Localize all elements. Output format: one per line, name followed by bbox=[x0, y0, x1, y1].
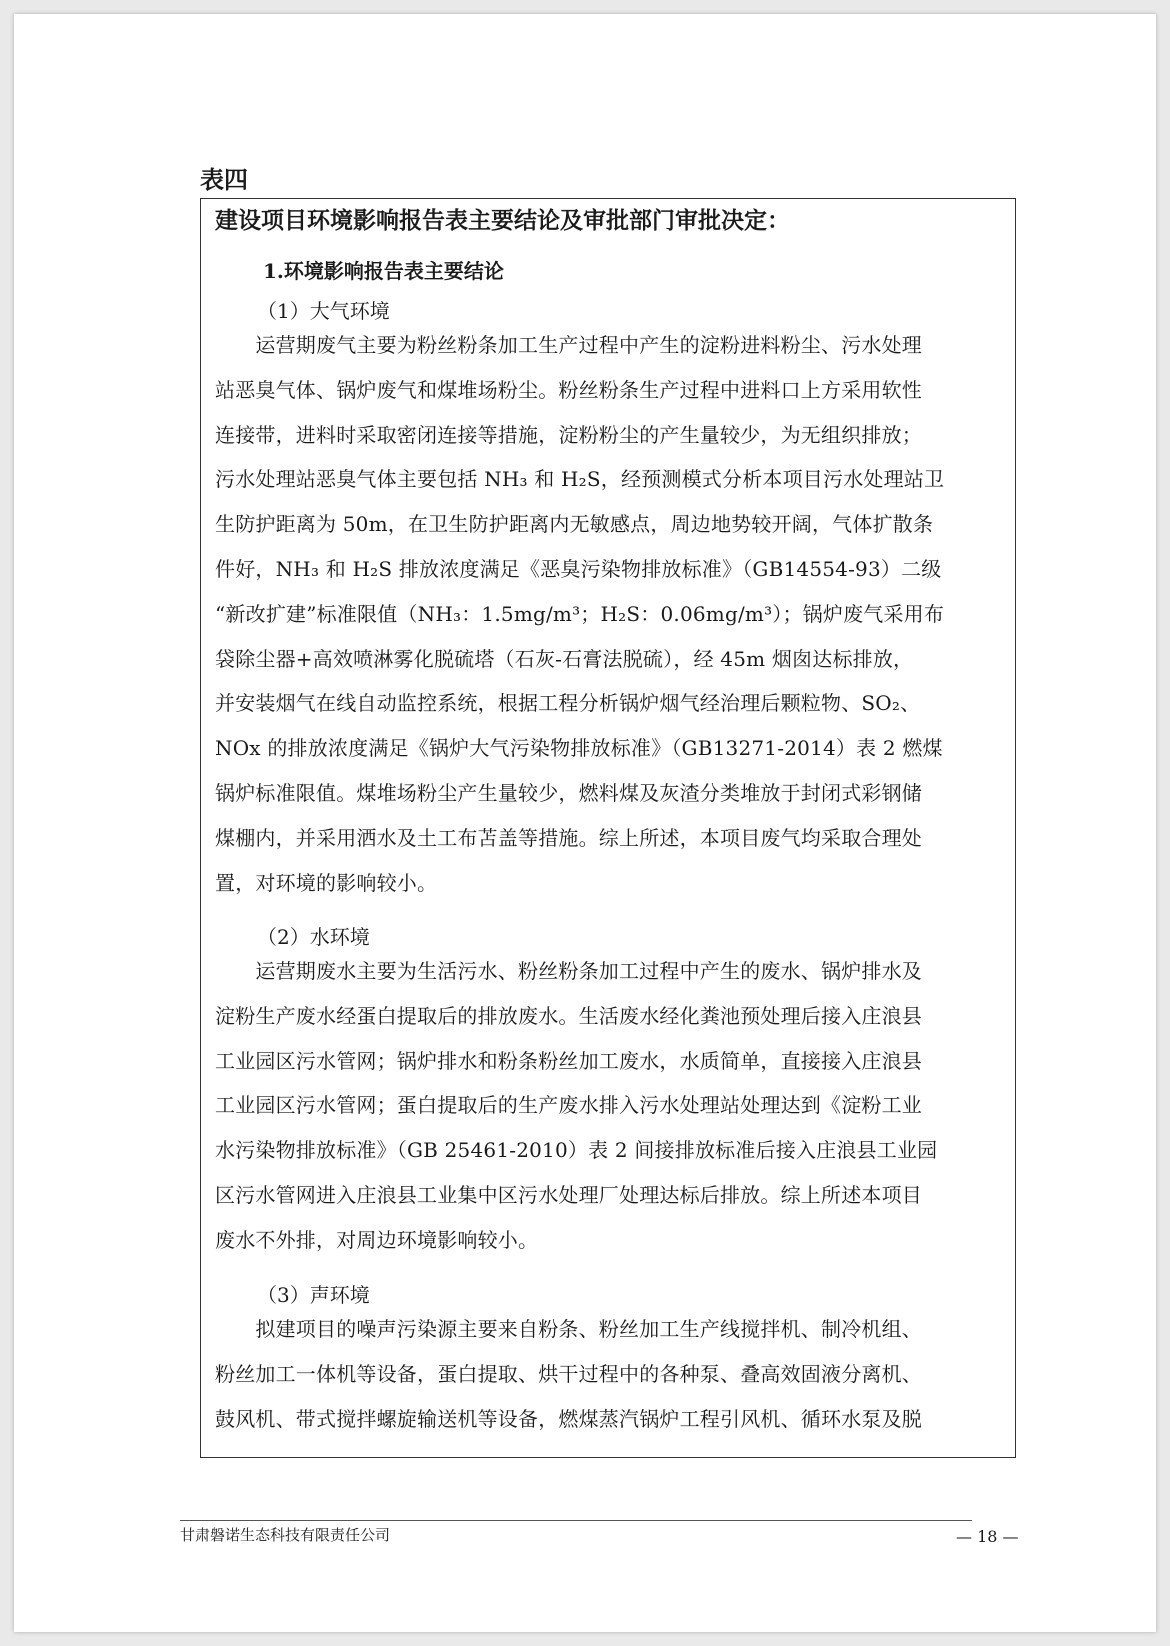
paragraph-line: 工业园区污水管网；锅炉排水和粉条粉丝加工废水，水质简单，直接接入庄浪县 bbox=[215, 1048, 922, 1073]
paragraph-line: 生防护距离为 50m，在卫生防护距离内无敏感点，周边地势较开阔，气体扩散条 bbox=[215, 512, 934, 537]
paragraph-line: NOx 的排放浓度满足《锅炉大气污染物排放标准》（GB13271-2014）表 2 燃煤 bbox=[215, 736, 943, 761]
paragraph-line: 拟建项目的噪声污染源主要来自粉条、粉丝加工生产线搅拌机、制冷机组、 bbox=[215, 1317, 922, 1341]
document-page bbox=[14, 14, 1156, 1632]
paragraph-line: 鼓风机、带式搅拌螺旋输送机等设备，燃煤蒸汽锅炉工程引风机、循环水泵及脱 bbox=[215, 1406, 922, 1431]
paragraph-line: 粉丝加工一体机等设备，蛋白提取、烘干过程中的各种泵、叠高效固液分离机、 bbox=[215, 1361, 922, 1386]
section-heading: 1.环境影响报告表主要结论 bbox=[263, 259, 504, 283]
subsection-water: （2）水环境 bbox=[257, 925, 370, 949]
paragraph-line: 运营期废气主要为粉丝粉条加工生产过程中产生的淀粉进料粉尘、污水处理 bbox=[215, 333, 922, 357]
paragraph-line: 袋除尘器+高效喷淋雾化脱硫塔（石灰-石膏法脱硫），经 45m 烟囱达标排放， bbox=[215, 646, 914, 671]
paragraph-line: 煤棚内，并采用洒水及土工布苫盖等措施。综上所述，本项目废气均采取合理处 bbox=[215, 825, 922, 850]
paragraph-line: 污水处理站恶臭气体主要包括 NH₃ 和 H₂S，经预测模式分析本项目污水处理站卫 bbox=[215, 467, 945, 492]
paragraph-line: 运营期废水主要为生活污水、粉丝粉条加工过程中产生的废水、锅炉排水及 bbox=[215, 959, 922, 983]
paragraph-noise bbox=[215, 1307, 1003, 1441]
paragraph-line: 并安装烟气在线自动监控系统，根据工程分析锅炉烟气经治理后颗粒物、SO₂、 bbox=[215, 691, 921, 716]
conclusion-frame bbox=[200, 198, 1016, 1458]
paragraph-line: 淀粉生产废水经蛋白提取后的排放废水。生活废水经化粪池预处理后接入庄浪县 bbox=[215, 1003, 922, 1028]
subsection-noise: （3）声环境 bbox=[257, 1283, 370, 1307]
paragraph-line: “新改扩建”标准限值（NH₃：1.5mg/m³；H₂S：0.06mg/m³）；锅炉废气采用布 bbox=[215, 601, 945, 626]
paragraph-line: 区污水管网进入庄浪县工业集中区污水处理厂处理达标后排放。综上所述本项目 bbox=[215, 1182, 922, 1207]
footer-company: 甘肃磐诺生态科技有限责任公司 bbox=[180, 1526, 391, 1544]
paragraph-line: 锅炉标准限值。煤堆场粉尘产生量较少，燃料煤及灰渣分类堆放于封闭式彩钢储 bbox=[215, 780, 922, 805]
frame-title: 建设项目环境影响报告表主要结论及审批部门审批决定： bbox=[215, 207, 790, 234]
paragraph-line: 工业园区污水管网；蛋白提取后的生产废水排入污水处理站处理达到《淀粉工业 bbox=[215, 1093, 922, 1118]
paragraph-line: 站恶臭气体、锅炉废气和煤堆场粉尘。粉丝粉条生产过程中进料口上方采用软性 bbox=[215, 377, 922, 402]
paragraph-line: 废水不外排，对周边环境影响较小。 bbox=[215, 1227, 539, 1252]
footer-divider bbox=[180, 1520, 972, 1521]
paragraph-air bbox=[215, 323, 1003, 905]
paragraph-line: 件好，NH₃ 和 H₂S 排放浓度满足《恶臭污染物排放标准》（GB14554-93）二级 bbox=[215, 556, 942, 581]
paragraph-line: 水污染物排放标准》（GB 25461-2010）表 2 间接排放标准后接入庄浪县工业园 bbox=[215, 1138, 938, 1163]
footer-page-number: — 18 — bbox=[956, 1527, 1019, 1546]
paragraph-line: 置，对环境的影响较小。 bbox=[215, 870, 438, 895]
table-label: 表四 bbox=[200, 165, 248, 194]
subsection-air: （1）大气环境 bbox=[257, 299, 390, 323]
paragraph-line: 连接带，进料时采取密闭连接等措施，淀粉粉尘的产生量较少，为无组织排放； bbox=[215, 422, 922, 447]
paragraph-water bbox=[215, 949, 1003, 1263]
